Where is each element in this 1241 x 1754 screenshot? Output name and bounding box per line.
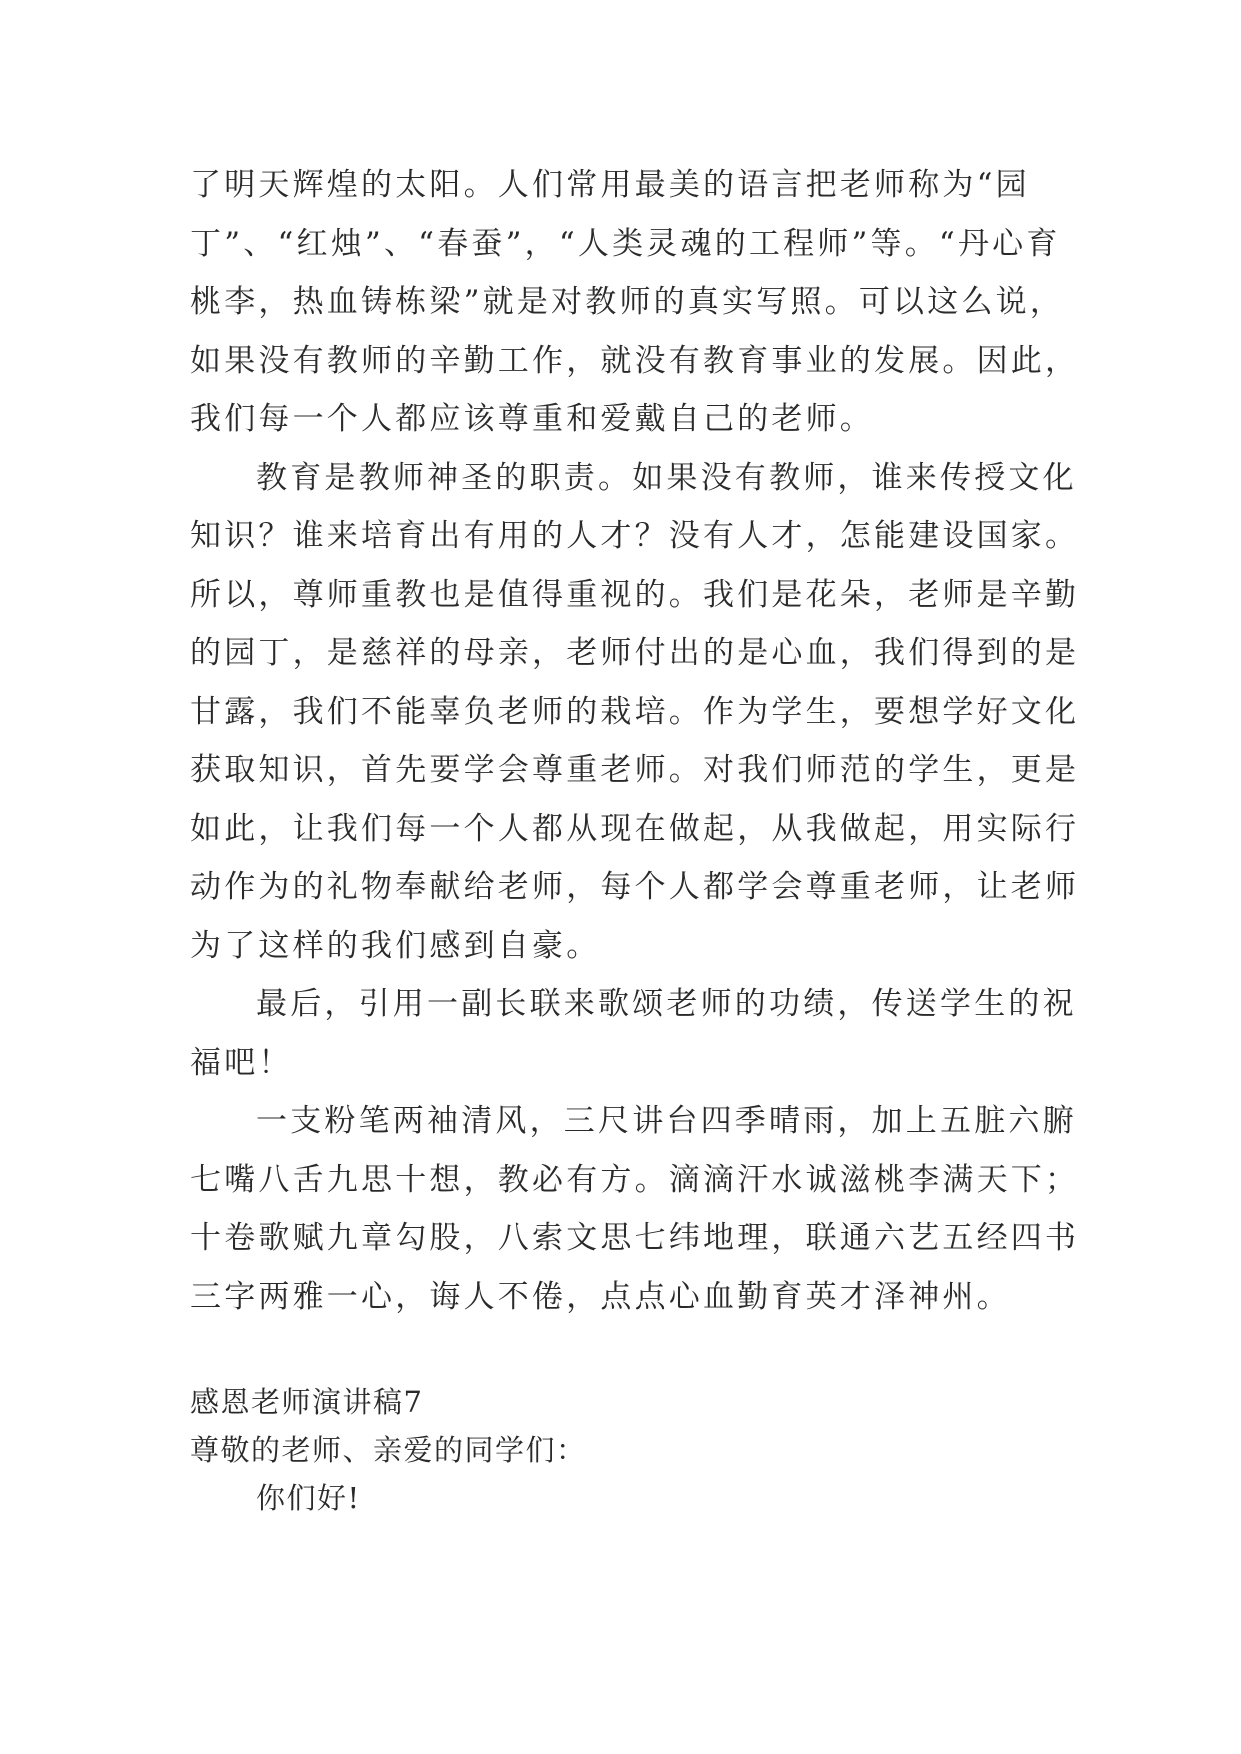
document-body [190,156,1080,1326]
next-speech-section [190,1378,1054,1522]
salutation: 尊敬的老师、亲爱的同学们： [190,1433,587,1467]
paragraph-line: 一支粉笔两袖清风，三尺讲台四季晴雨，加上五脏六腑 [256,1103,1077,1139]
paragraph-line: 如果没有教师的辛勤工作，就没有教育事业的发展。因此， [190,342,1080,379]
paragraph-line: 桃李，热血铸栋梁”就是对教师的真实写照。可以这么说， [190,284,1065,320]
paragraph-line: 动作为的礼物奉献给老师，每个人都学会尊重老师，让老师 [190,869,1080,905]
paragraph-line: 甘露，我们不能辜负老师的栽培。作为学生，要想学好文化 [190,693,1080,730]
paragraph-line: 七嘴八舌九思十想，教必有方。滴滴汗水诚滋桃李满天下； [190,1161,1080,1198]
paragraph-line: 如此，让我们每一个人都从现在做起，从我做起，用实际行 [190,810,1080,847]
paragraph-line: 丁”、“红烛”、“春蚕”，“人类灵魂的工程师”等。“丹心育 [190,225,1061,262]
section-title: 感恩老师演讲稿7 [190,1385,424,1419]
paragraph-line: 三字两雅一心，诲人不倦，点点心血勤育英才泽神州。 [190,1278,1011,1315]
paragraph-line: 我们每一个人都应该尊重和爱戴自己的老师。 [190,401,874,437]
greeting: 你们好! [256,1481,361,1515]
paragraph-line: 为了这样的我们感到自豪。 [190,927,601,964]
paragraph-line: 获取知识，首先要学会尊重老师。对我们师范的学生，更是 [190,752,1080,788]
paragraph-line: 十卷歌赋九章勾股，八索文思七纬地理，联通六艺五经四书 [190,1220,1080,1256]
paragraph-line: 最后，引用一副长联来歌颂老师的功绩，传送学生的祝 [256,986,1077,1022]
paragraph-line: 了明天辉煌的太阳。人们常用最美的语言把老师称为“园 [190,167,1030,203]
paragraph-line: 所以，尊师重教也是值得重视的。我们是花朵，老师是辛勤 [190,576,1080,613]
paragraph-line: 知识？谁来培育出有用的人才？没有人才，怎能建设国家。 [190,518,1080,554]
paragraph-line: 教育是教师神圣的职责。如果没有教师，谁来传授文化 [256,459,1077,496]
paragraph-line: 的园丁，是慈祥的母亲，老师付出的是心血，我们得到的是 [190,635,1080,671]
paragraph-line: 福吧！ [190,1044,293,1081]
